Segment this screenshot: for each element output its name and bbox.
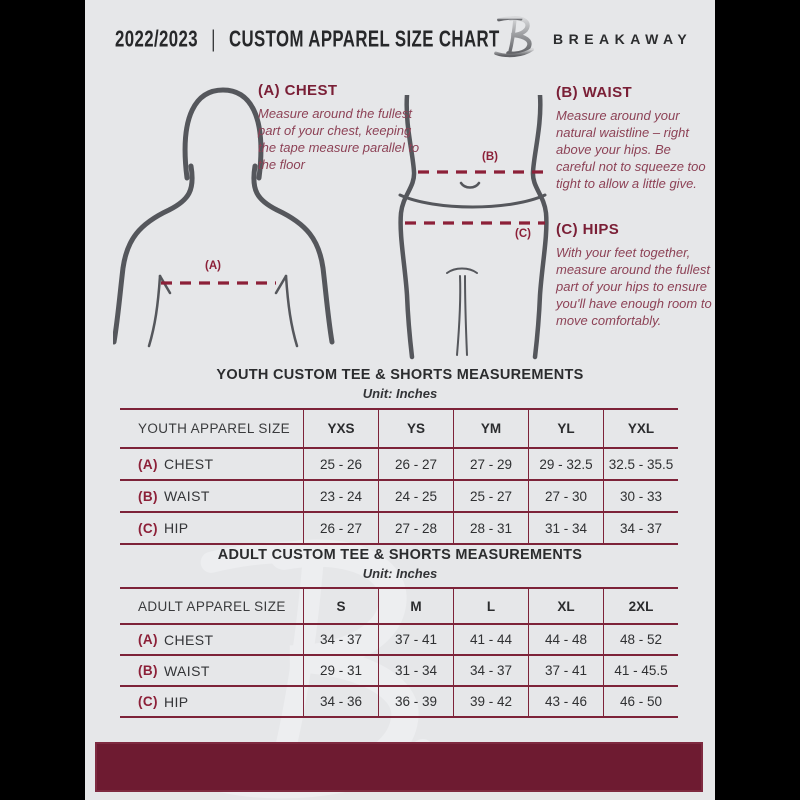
table-cell: 34 - 37 [603,513,678,543]
hips-guide [556,221,715,329]
youth-corner-header: YOUTH APPAREL SIZE [138,421,290,436]
chest-heading: (A) CHEST [258,82,338,99]
adult-size-col: M [378,589,453,623]
table-cell: 30 - 33 [603,481,678,511]
row-key: (C) [138,520,158,536]
table-cell: 29 - 31 [303,656,378,685]
youth-size-col: YS [378,410,453,447]
row-label: WAIST [163,488,210,504]
table-cell: 27 - 29 [453,449,528,479]
table-cell: 39 - 42 [453,687,528,716]
adult-table-unit: Unit: Inches [362,566,438,581]
brand-name: BREAKAWAY [553,31,693,47]
row-key: (B) [138,663,158,678]
row-header [120,449,303,479]
table-cell: 25 - 26 [303,449,378,479]
youth-size-col: YXS [303,410,378,447]
table-cell: 26 - 27 [303,513,378,543]
table-cell: 46 - 50 [603,687,678,716]
youth-size-col: YM [453,410,528,447]
footer-accent-bar [95,742,703,792]
row-label: CHEST [163,456,214,472]
title-text: CUSTOM APPAREL SIZE CHART [228,26,500,53]
table-cell: 34 - 36 [303,687,378,716]
table-cell: 27 - 30 [528,481,603,511]
table-cell: 28 - 31 [453,513,528,543]
table-cell: 34 - 37 [453,656,528,685]
adult-size-col: L [453,589,528,623]
table-cell: 29 - 32.5 [528,449,603,479]
waist-diagram-label: (B) [482,151,498,163]
adult-table-title: ADULT CUSTOM TEE & SHORTS MEASUREMENTS [217,547,583,563]
waist-guide [556,84,708,192]
row-label: WAIST [163,662,210,679]
hips-instructions: With your feet together, measure around the fullest part of your hips to ensure you'll have enough room to move comfortably. [556,245,712,328]
hips-diagram-label: (C) [515,228,531,240]
youth-size-col: YL [528,410,603,447]
table-cell: 44 - 48 [528,625,603,654]
table-cell: 24 - 25 [378,481,453,511]
table-row [120,449,678,481]
row-header [120,625,303,654]
row-label: CHEST [163,631,214,648]
table-cell: 48 - 52 [603,625,678,654]
table-cell: 23 - 24 [303,481,378,511]
row-header [120,656,303,685]
table-row [120,656,678,687]
waist-instructions: Measure around your natural waistline – right above your hips. Be careful not to squeeze too tight to allow a little give. [556,108,706,191]
adult-size-col: XL [528,589,603,623]
row-label: HIP [163,693,189,710]
youth-size-table [120,408,678,545]
document-page [85,0,715,800]
chest-diagram-label: (A) [205,260,221,272]
table-cell: 41 - 44 [453,625,528,654]
row-key: (A) [138,456,158,472]
title-divider: | [211,26,216,53]
waist-heading: (B) WAIST [556,84,633,101]
row-key: (C) [138,694,158,709]
table-cell: 26 - 27 [378,449,453,479]
chest-instructions: Measure around the fullest part of your chest, keeping the tape measure parallel to the floor [258,106,420,172]
row-key: (A) [138,632,158,647]
adult-size-col: S [303,589,378,623]
row-key: (B) [138,488,158,504]
table-cell: 32.5 - 35.5 [603,449,678,479]
row-header [120,481,303,511]
table-cell: 36 - 39 [378,687,453,716]
youth-header-row [120,410,678,449]
title-year: 2022/2023 [115,26,199,53]
table-cell: 27 - 28 [378,513,453,543]
adult-corner-header: ADULT APPAREL SIZE [138,598,286,614]
table-cell: 37 - 41 [378,625,453,654]
table-row [120,687,678,718]
table-cell: 41 - 45.5 [603,656,678,685]
table-cell: 43 - 46 [528,687,603,716]
table-row [120,481,678,513]
table-cell: 31 - 34 [378,656,453,685]
youth-size-col: YXL [603,410,678,447]
table-cell: 37 - 41 [528,656,603,685]
youth-table-unit: Unit: Inches [362,386,438,401]
row-header [120,687,303,716]
row-header [120,513,303,543]
breakaway-logo-icon [491,13,541,59]
adult-size-table [120,587,678,718]
table-cell: 25 - 27 [453,481,528,511]
adult-header-row [120,589,678,625]
hips-heading: (C) HIPS [556,221,620,238]
table-cell: 34 - 37 [303,625,378,654]
table-cell: 31 - 34 [528,513,603,543]
table-row [120,625,678,656]
adult-size-col: 2XL [603,589,678,623]
table-row [120,513,678,545]
youth-table-title: YOUTH CUSTOM TEE & SHORTS MEASUREMENTS [216,367,584,383]
row-label: HIP [163,520,189,536]
chest-guide [258,82,423,174]
document-title [115,27,500,54]
